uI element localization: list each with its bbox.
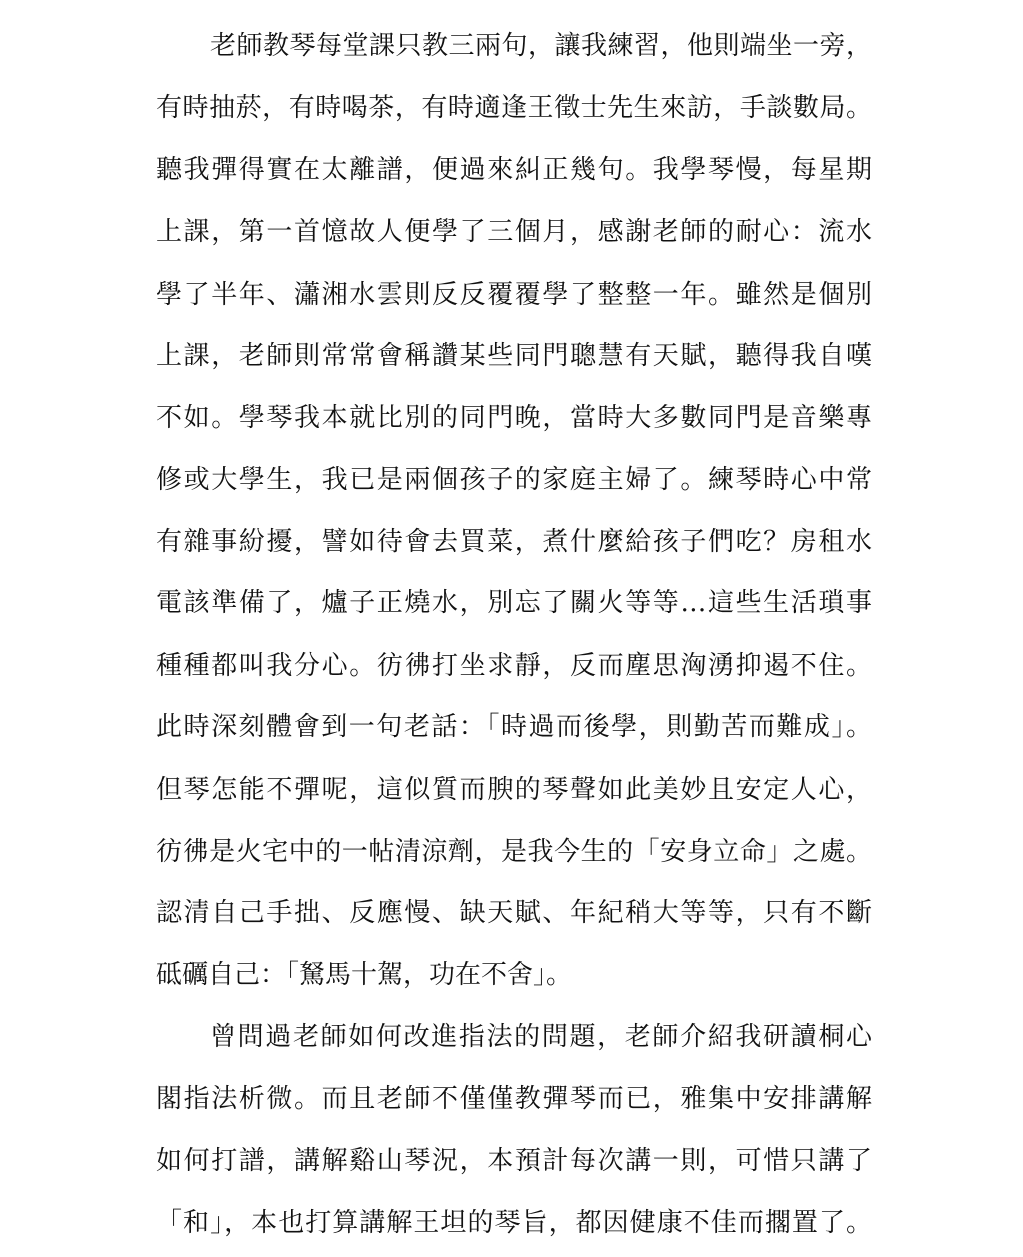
paragraph-1-line-6: 上課，老師則常常會稱讚某些同門聰慧有天賦，聽得我自嘆: [156, 341, 872, 371]
paragraph-1-line-8: 修或大學生，我已是兩個孩子的家庭主婦了。練琴時心中常: [156, 465, 872, 495]
paragraph-1-line-13: 但琴怎能不彈呢，這似質而腴的琴聲如此美妙且安定人心，: [156, 775, 872, 805]
paragraph-1-line-5: 學了半年、瀟湘水雲則反反覆覆學了整整一年。雖然是個別: [156, 280, 872, 310]
paragraph-1-line-2: 有時抽菸，有時喝茶，有時適逢王徵士先生來訪，手談數局。: [156, 93, 872, 123]
paragraph-1-line-3: 聽我彈得實在太離譜，便過來糾正幾句。我學琴慢，每星期: [156, 155, 872, 185]
paragraph-1-line-11: 種種都叫我分心。彷彿打坐求靜，反而塵思洶湧抑遏不住。: [156, 651, 872, 681]
paragraph-1-line-14: 彷彿是火宅中的一帖清涼劑，是我今生的「安身立命」之處。: [156, 837, 872, 867]
paragraph-1-line-16: 砥礪自己：「駑馬十駕，功在不舍」。: [156, 960, 573, 990]
paragraph-1-line-12: 此時深刻體會到一句老話：「時過而後學，則勤苦而難成」。: [156, 712, 872, 742]
paragraph-1-line-15: 認清自己手拙、反應慢、缺天賦、年紀稍大等等，只有不斷: [156, 898, 872, 928]
paragraph-2-line-1: 曾問過老師如何改進指法的問題，老師介紹我研讀桐心: [210, 1022, 872, 1052]
paragraph-1-line-1: 老師教琴每堂課只教三兩句，讓我練習，他則端坐一旁，: [210, 31, 872, 61]
paragraph-1-line-4: 上課，第一首憶故人便學了三個月，感謝老師的耐心：流水: [156, 217, 872, 247]
paragraph-2-line-2: 閣指法析微。而且老師不僅僅教彈琴而已，雅集中安排講解: [156, 1084, 872, 1114]
paragraph-2-line-4: 「和」，本也打算講解王坦的琴旨，都因健康不佳而擱置了。: [156, 1208, 872, 1238]
paragraph-1-line-10: 電該準備了，爐子正燒水，別忘了關火等等…這些生活瑣事: [156, 588, 872, 618]
paragraph-1-line-7: 不如。學琴我本就比別的同門晚，當時大多數同門是音樂專: [156, 403, 872, 433]
paragraph-2-line-3: 如何打譜，講解谿山琴況，本預計每次講一則，可惜只講了: [156, 1146, 872, 1176]
paragraph-1-line-9: 有雜事紛擾，譬如待會去買菜，煮什麼給孩子們吃？房租水: [156, 527, 872, 557]
